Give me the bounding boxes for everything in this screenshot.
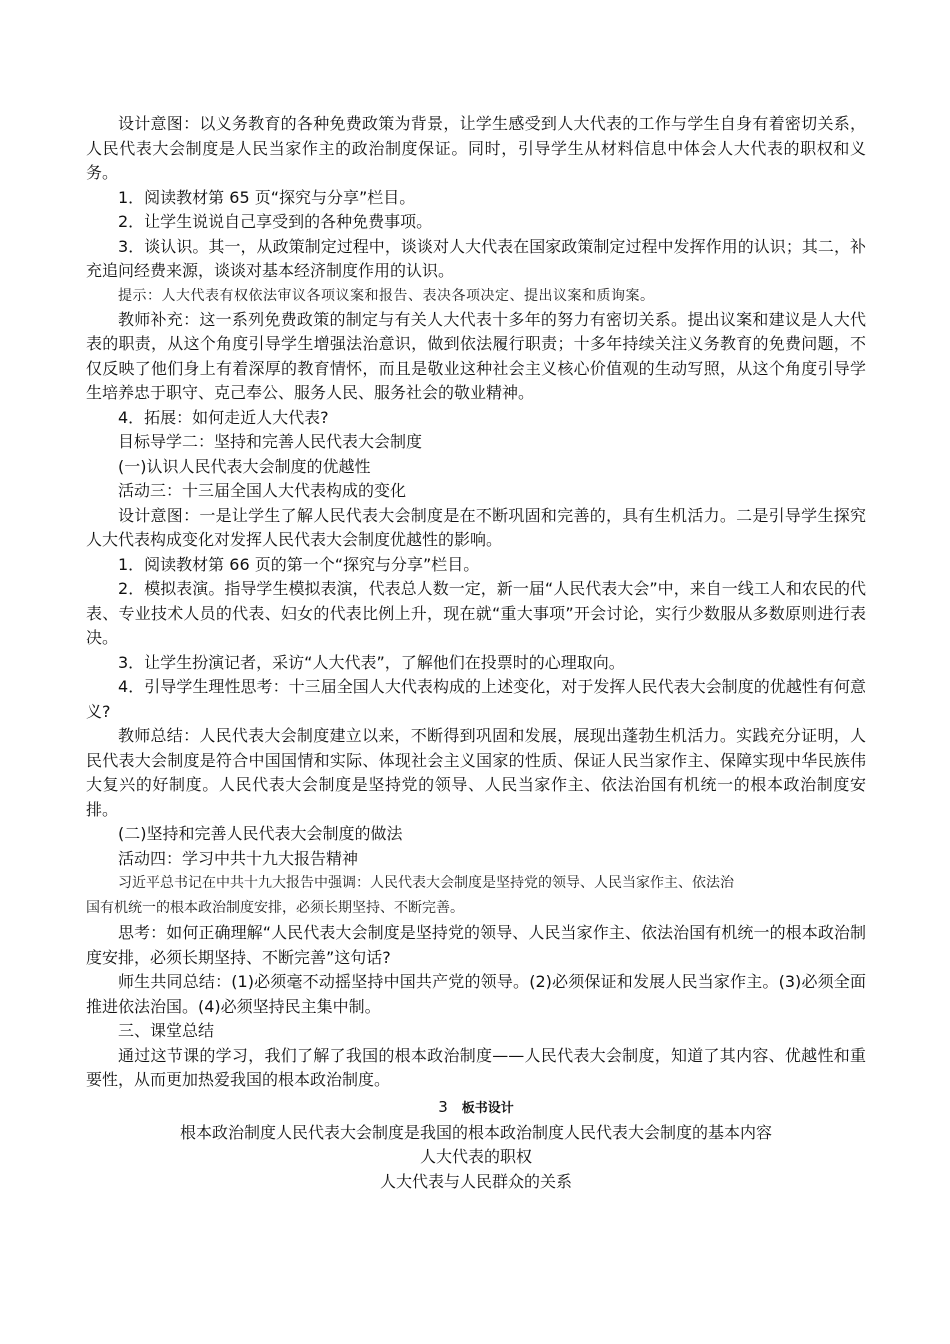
paragraph-activity3-step-1: 1．阅读教材第 66 页的第一个“探究与分享”栏目。 <box>118 554 480 574</box>
paragraph-class-summary: 通过这节课的学习，我们了解了我国的根本政治制度——人民代表大会制度，知道了其内容、优越性和重要性，从而更加热爱我国的根本政治制度。 <box>86 1045 866 1089</box>
paragraph-activity3-step-3: 3．让学生扮演记者，采访“人大代表”，了解他们在投票时的心理取向。 <box>118 652 625 672</box>
paragraph-teacher-summary: 教师总结：人民代表大会制度建立以来，不断得到巩固和发展，展现出蓬勃生机活力。实践充分证明，人民代表大会制度是符合中国国情和实际、体现社会主义国家的性质、保证人民当家作主、保障实现中华民族伟大复兴的好制度。人民代表大会制度是坚持党的领导、人民当家作主、依法治国有机统一的根本政治制度安排。 <box>86 726 866 819</box>
heading-section-1: (一)认识人民代表大会制度的优越性 <box>118 456 371 476</box>
board-line-2: 人大代表的职权 <box>419 1147 532 1166</box>
heading-section-2: (二)坚持和完善人民代表大会制度的做法 <box>118 824 403 843</box>
heading-class-summary: 三、课堂总结 <box>118 1021 215 1040</box>
paragraph-design-intent-1: 设计意图：以义务教育的各种免费政策为背景，让学生感受到人大代表的工作与学生自身有着密切关系，人民代表大会制度是人民当家作主的政治制度保证。同时，引导学生从材料信息中体会人大代表的职权和义务。 <box>86 114 866 182</box>
heading-goal-2: 目标导学二：坚持和完善人民代表大会制度 <box>118 432 423 451</box>
document-body <box>86 112 866 1194</box>
board-line-3: 人大代表与人民群众的关系 <box>379 1171 572 1191</box>
paragraph-design-intent-2: 设计意图：一是让学生了解人民代表大会制度是在不断巩固和完善的，具有生机活力。二是引导学生探究人大代表构成变化对发挥人民代表大会制度优越性的影响。 <box>86 505 866 549</box>
board-design-label: 板书设计 <box>461 1100 514 1116</box>
quote-line-2: 国有机统一的根本政治制度安排，必须长期坚持、不断完善。 <box>86 900 464 916</box>
board-design-title <box>86 1095 866 1121</box>
paragraph-step-1: 1．阅读教材第 65 页“探究与分享”栏目。 <box>118 187 416 207</box>
board-line-1: 根本政治制度人民代表大会制度是我国的根本政治制度人民代表大会制度的基本内容 <box>179 1122 772 1142</box>
quote-line-1: 习近平总书记在中共十九大报告中强调：人民代表大会制度是坚持党的领导、人民当家作主、依法治 <box>118 875 734 891</box>
paragraph-activity3-step-2: 2．模拟表演。指导学生模拟表演，代表总人数一定，新一届“人民代表大会”中，来自一线工人和农民的代表、专业技术人员的代表、妇女的代表比例上升，现在就“重大事项”开会讨论，实行少数服从多数原则进行表决。 <box>86 579 866 647</box>
paragraph-hint: 提示：人大代表有权依法审议各项议案和报告、表决各项决定、提出议案和质询案。 <box>118 287 655 304</box>
paragraph-activity3-step-4: 4．引导学生理性思考：十三届全国人大代表构成的上述变化，对于发挥人民代表大会制度的优越性有何意义? <box>86 677 866 721</box>
paragraph-think: 思考：如何正确理解“人民代表大会制度是坚持党的领导、人民当家作主、依法治国有机统一的根本政治制度安排，必须长期坚持、不断完善”这句话? <box>86 923 866 967</box>
paragraph-step-2: 2．让学生说说自己享受到的各种免费事项。 <box>118 212 433 231</box>
board-design-number: 3 <box>438 1097 448 1116</box>
heading-activity-4: 活动四：学习中共十九大报告精神 <box>118 848 359 868</box>
paragraph-joint-summary: 师生共同总结：(1)必须毫不动摇坚持中国共产党的领导。(2)必须保证和发展人民当家作主。(3)必须全面推进依法治国。(4)必须坚持民主集中制。 <box>86 972 866 1016</box>
paragraph-teacher-supplement: 教师补充：这一系列免费政策的制定与有关人大代表十多年的努力有密切关系。提出议案和建议是人大代表的职责，从这个角度引导学生增强法治意识，做到依法履行职责；十多年持续关注义务教育的免费问题，不仅反映了他们身上有着深厚的教育情怀，而且是敬业这种社会主义核心价值观的生动写照，从这个角度引导学生培养忠于职守、克己奉公、服务人民、服务社会的敬业精神。 <box>86 309 866 402</box>
paragraph-step-3: 3．谈认识。其一，从政策制定过程中，谈谈对人大代表在国家政策制定过程中发挥作用的认识；其二，补充追问经费来源，谈谈对基本经济制度作用的认识。 <box>86 236 866 280</box>
paragraph-quote <box>86 871 866 921</box>
paragraph-step-4: 4．拓展：如何走近人大代表? <box>118 407 329 427</box>
heading-activity-3: 活动三：十三届全国人大代表构成的变化 <box>118 481 407 500</box>
